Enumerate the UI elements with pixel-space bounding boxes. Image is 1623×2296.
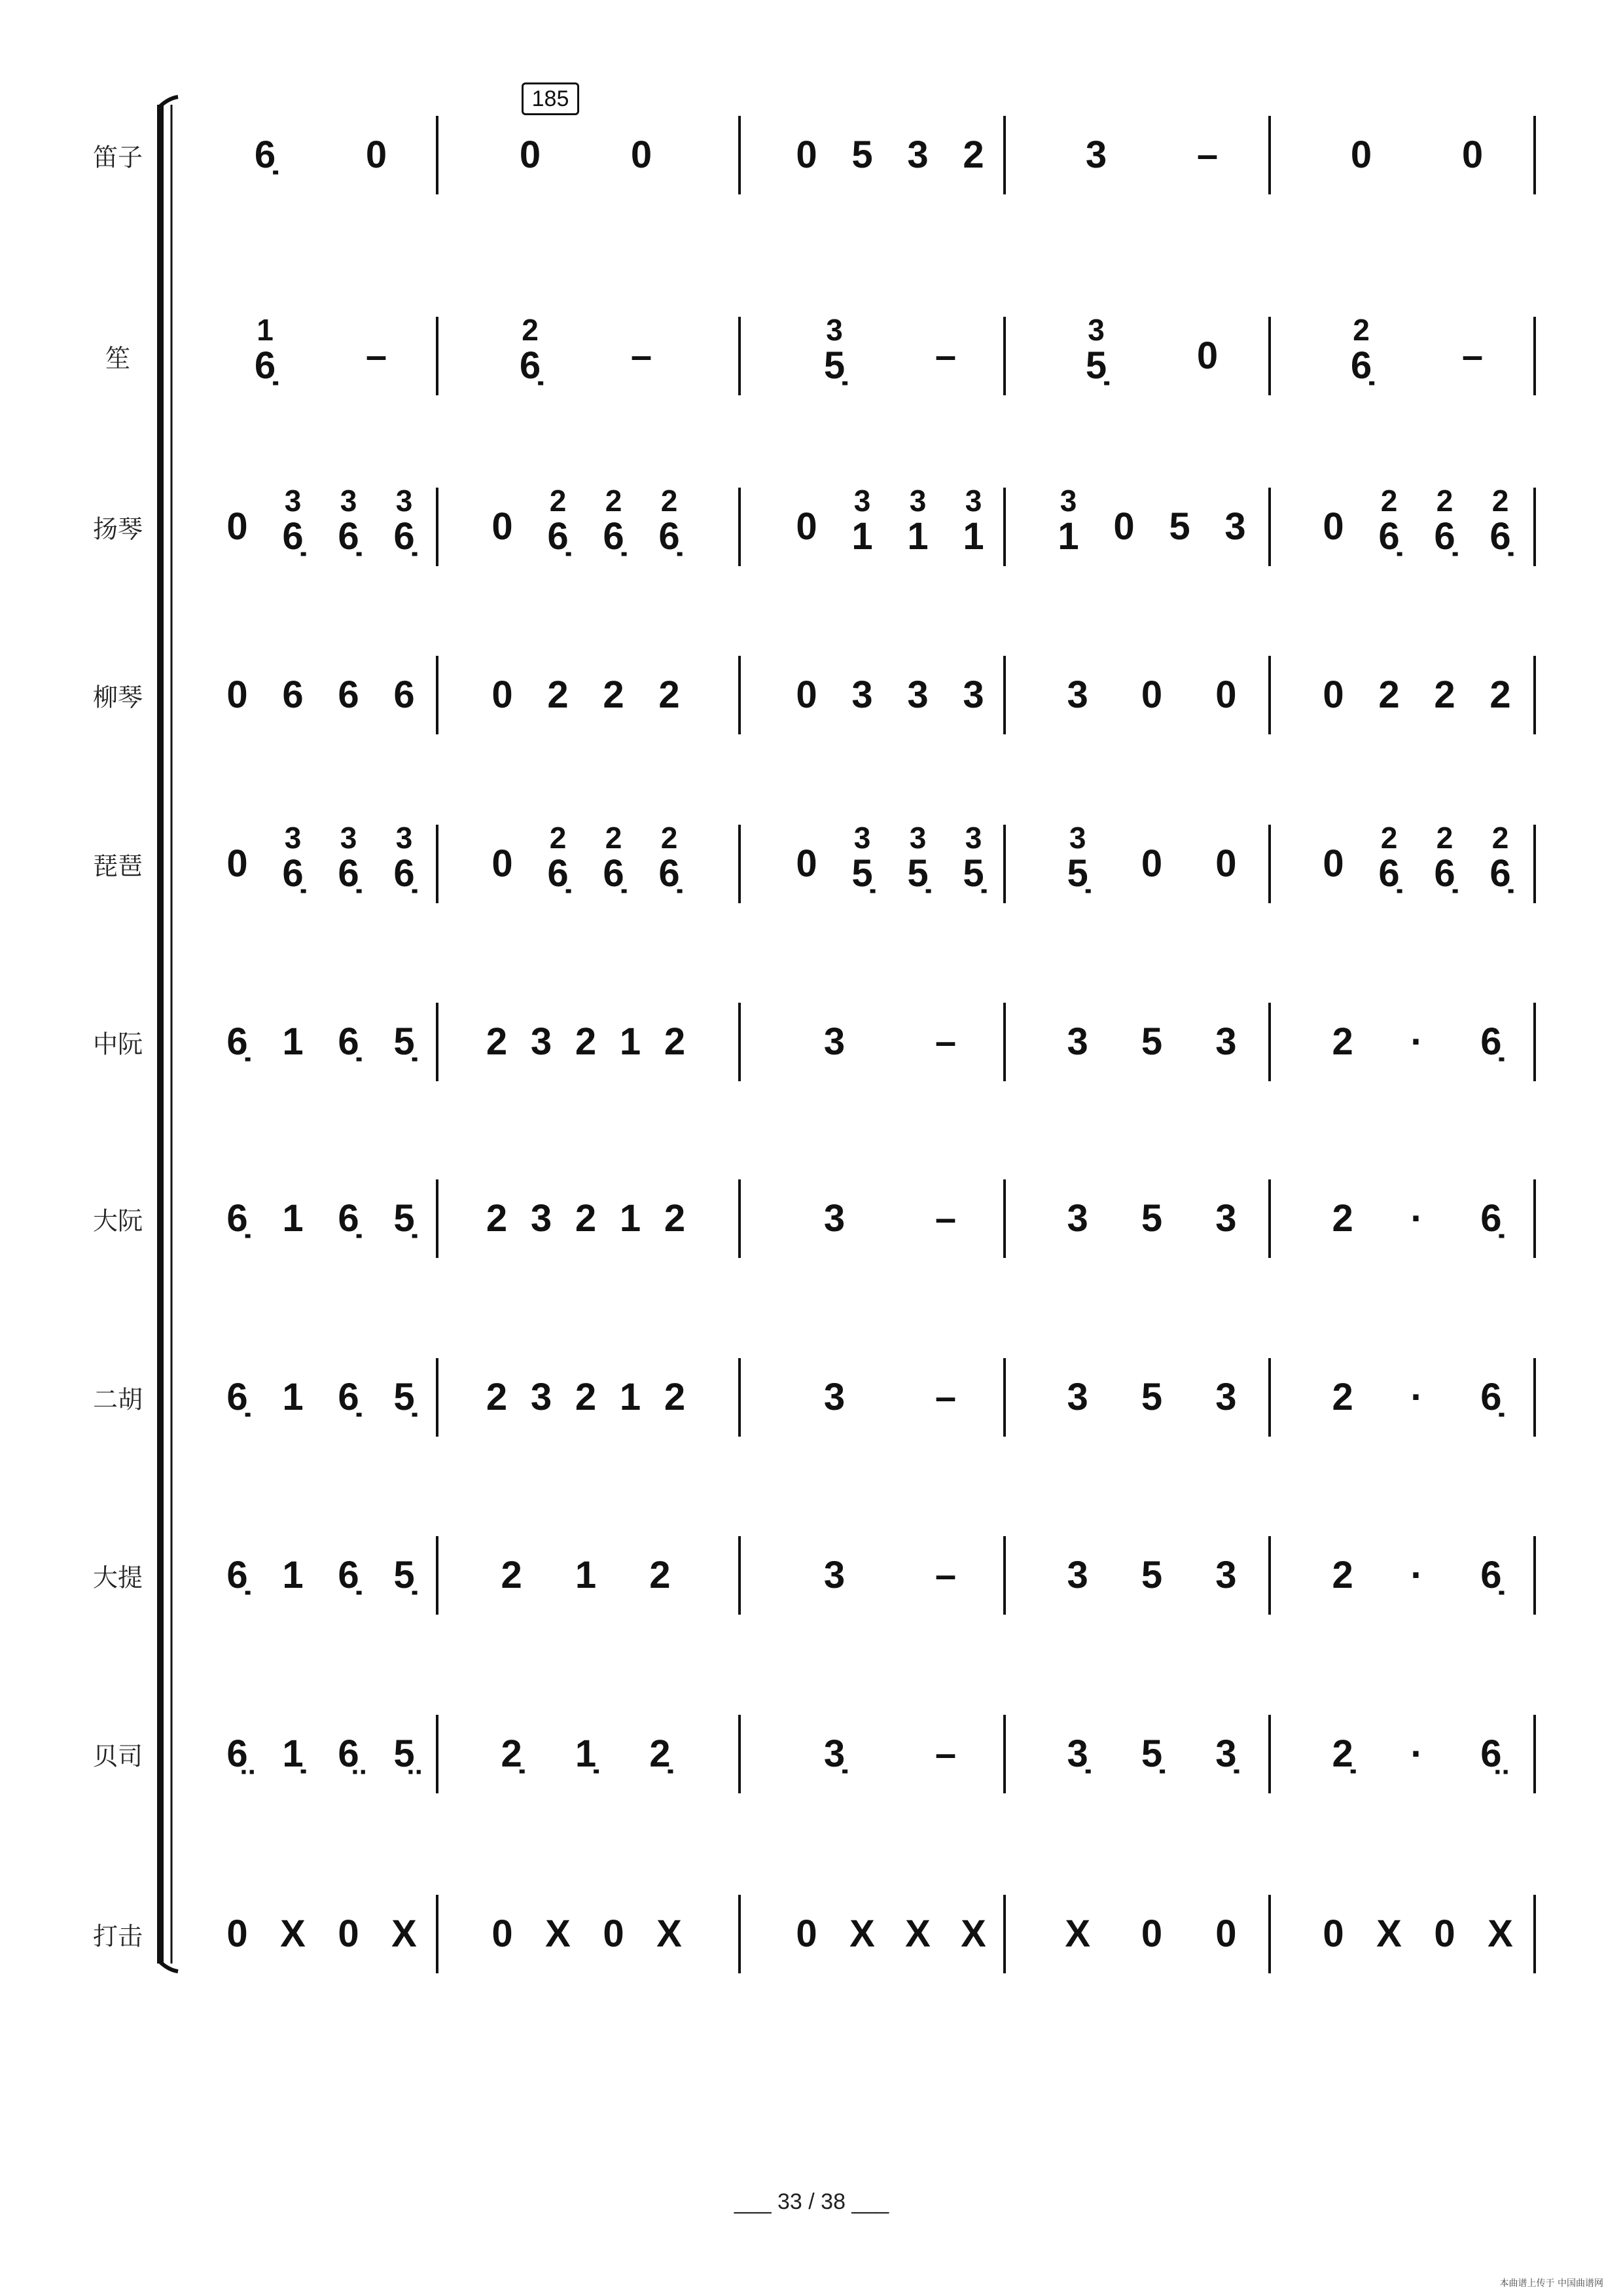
- note: 3: [530, 1197, 552, 1240]
- note: –: [365, 334, 387, 377]
- rehearsal-mark: 185: [522, 82, 579, 115]
- note: 3: [851, 673, 873, 716]
- note: 2: [486, 1376, 508, 1418]
- note: ·: [1410, 1197, 1423, 1240]
- instrument-label: 中阮: [92, 1030, 143, 1059]
- instrument-label: 扬琴: [92, 514, 143, 544]
- note: X: [391, 1912, 417, 1955]
- note: 6: [338, 673, 359, 716]
- note: 6̣: [338, 1020, 359, 1063]
- note: 3: [823, 1197, 846, 1240]
- note: 2: [501, 1554, 522, 1596]
- note: 3: [1067, 673, 1088, 716]
- chord-upper-note: 2: [1380, 821, 1398, 855]
- note: X: [849, 1912, 875, 1955]
- note: 5̤: [393, 1732, 415, 1775]
- note: 0: [796, 1912, 817, 1955]
- chord-upper-note: 2: [1436, 821, 1454, 855]
- note: 2: [486, 1020, 508, 1063]
- watermark: 本曲谱上传于 中国曲谱网: [1499, 2278, 1603, 2289]
- note: 0: [1196, 334, 1219, 377]
- note: 6̣: [1480, 1020, 1502, 1063]
- note: ·: [1410, 1020, 1423, 1063]
- chord-upper-note: 2: [1380, 484, 1398, 518]
- note: X: [905, 1912, 931, 1955]
- note: –: [935, 1732, 957, 1775]
- chord-lower-note: 6̣: [603, 852, 624, 895]
- note: 0: [226, 1912, 248, 1955]
- instrument-label: 柳琴: [92, 683, 143, 712]
- note: 0: [491, 1912, 513, 1955]
- note: –: [935, 1376, 957, 1418]
- instrument-label: 贝司: [92, 1742, 143, 1771]
- note: 1: [282, 1554, 304, 1596]
- chord-upper-note: 3: [395, 484, 413, 518]
- note: 5̣: [393, 1197, 415, 1240]
- note: 6̣: [338, 1197, 359, 1240]
- chord-upper-note: 2: [605, 484, 622, 518]
- note: X: [280, 1912, 306, 1955]
- note: 0: [1434, 1912, 1455, 1955]
- note: X: [1376, 1912, 1402, 1955]
- note: 2: [649, 1554, 671, 1596]
- note: 5̣: [393, 1376, 415, 1418]
- note: X: [961, 1912, 986, 1955]
- note: 0: [1215, 842, 1237, 885]
- chord-lower-note: 1: [1058, 515, 1079, 558]
- note: 0: [796, 673, 817, 716]
- chord-lower-note: 6̣: [1378, 852, 1400, 895]
- note: 3̣: [1215, 1732, 1237, 1775]
- instrument-label: 二胡: [92, 1385, 143, 1414]
- note: 6̣: [226, 1197, 248, 1240]
- note: 2: [658, 673, 680, 716]
- chord-upper-note: 3: [853, 484, 871, 518]
- note: X: [656, 1912, 682, 1955]
- note: 6̣: [254, 134, 276, 176]
- note: –: [935, 1020, 957, 1063]
- note: ·: [1410, 1732, 1423, 1775]
- note: 3: [1215, 1197, 1237, 1240]
- note: 1: [282, 1376, 304, 1418]
- chord-upper-note: 2: [1436, 484, 1454, 518]
- note: 1: [619, 1197, 641, 1240]
- instrument-label: 打击: [92, 1922, 143, 1951]
- chord-lower-note: 6̣: [393, 515, 415, 558]
- chord-lower-note: 6̣: [282, 515, 304, 558]
- note: 6: [393, 673, 415, 716]
- note: 0: [1141, 842, 1163, 885]
- chord-lower-note: 5̣: [907, 852, 929, 895]
- note: 0: [630, 134, 652, 176]
- note: 2: [1489, 673, 1511, 716]
- instrument-label: 笙: [105, 344, 130, 373]
- note: –: [1196, 134, 1219, 176]
- note: 2: [1332, 1020, 1353, 1063]
- note: 1: [575, 1554, 597, 1596]
- chord-upper-note: 3: [340, 484, 357, 518]
- chord-upper-note: 2: [605, 821, 622, 855]
- note: ·: [1410, 1376, 1423, 1418]
- note: –: [1461, 334, 1484, 377]
- note: 0: [519, 134, 541, 176]
- note: 3̣: [1067, 1732, 1088, 1775]
- chord-lower-note: 5̣: [1067, 852, 1088, 895]
- note: 5: [1141, 1376, 1163, 1418]
- note: 2: [486, 1197, 508, 1240]
- note: 5: [851, 134, 873, 176]
- note: 3: [1067, 1554, 1088, 1596]
- note: 2: [664, 1197, 686, 1240]
- note: 0: [365, 134, 387, 176]
- note: 0: [796, 842, 817, 885]
- note: 3̣: [823, 1732, 846, 1775]
- note: 3: [530, 1376, 552, 1418]
- note: 6: [282, 673, 304, 716]
- chord-lower-note: 5̣: [963, 852, 984, 895]
- chord-upper-note: 3: [909, 484, 927, 518]
- note: 2̣: [649, 1732, 671, 1775]
- chord-lower-note: 6̣: [282, 852, 304, 895]
- note: 0: [1461, 134, 1484, 176]
- note: 3: [823, 1554, 846, 1596]
- note: 0: [1215, 1912, 1237, 1955]
- chord-upper-note: 3: [340, 821, 357, 855]
- note: X: [1065, 1912, 1090, 1955]
- chord-lower-note: 6̣: [1434, 852, 1455, 895]
- note: 0: [491, 505, 513, 548]
- instrument-label: 大提: [92, 1563, 143, 1592]
- instrument-label: 笛子: [92, 143, 143, 172]
- chord-lower-note: 5̣: [1085, 344, 1107, 387]
- note: 1̣: [575, 1732, 597, 1775]
- note: 2: [1332, 1376, 1353, 1418]
- note: 3: [1085, 134, 1107, 176]
- note: 1: [619, 1376, 641, 1418]
- note: 0: [1141, 673, 1163, 716]
- page-number: ___ 33 / 38 ___: [734, 2189, 889, 2214]
- note: 0: [226, 673, 248, 716]
- note: 3: [823, 1020, 846, 1063]
- chord-lower-note: 1: [851, 515, 873, 558]
- note: 3: [1067, 1376, 1088, 1418]
- chord-upper-note: 3: [284, 484, 302, 518]
- note: 0: [1323, 842, 1344, 885]
- chord-upper-note: 3: [853, 821, 871, 855]
- note: 3: [1215, 1020, 1237, 1063]
- note: 3: [1215, 1554, 1237, 1596]
- note: 0: [796, 505, 817, 548]
- note: –: [935, 1197, 957, 1240]
- chord-lower-note: 6̣: [393, 852, 415, 895]
- note: 0: [1323, 673, 1344, 716]
- note: 6̣: [226, 1020, 248, 1063]
- note: –: [935, 334, 957, 377]
- note: 2: [603, 673, 624, 716]
- note: 5̣: [1141, 1732, 1163, 1775]
- note: 3: [823, 1376, 846, 1418]
- note: 3: [1067, 1020, 1088, 1063]
- note: 0: [1215, 673, 1237, 716]
- note: 6̣: [226, 1554, 248, 1596]
- note: ·: [1410, 1554, 1423, 1596]
- note: 2: [1434, 673, 1455, 716]
- note: –: [935, 1554, 957, 1596]
- chord-upper-note: 2: [1353, 313, 1370, 347]
- chord-upper-note: 3: [284, 821, 302, 855]
- note: 0: [491, 842, 513, 885]
- note: X: [545, 1912, 571, 1955]
- chord-lower-note: 6̣: [1489, 852, 1511, 895]
- chord-lower-note: 6̣: [338, 852, 359, 895]
- note: 5̣: [393, 1554, 415, 1596]
- note: 3: [963, 673, 984, 716]
- chord-upper-note: 2: [1491, 821, 1509, 855]
- chord-lower-note: 6̣: [1434, 515, 1455, 558]
- note: 0: [1113, 505, 1135, 548]
- chord-lower-note: 6̣: [1350, 344, 1372, 387]
- chord-lower-note: 5̣: [823, 344, 846, 387]
- note: –: [630, 334, 652, 377]
- note: 0: [1350, 134, 1372, 176]
- note: 2: [547, 673, 569, 716]
- chord-lower-note: 6̣: [1489, 515, 1511, 558]
- chord-upper-note: 1: [257, 313, 274, 347]
- note: 1: [619, 1020, 641, 1063]
- chord-upper-note: 3: [1069, 821, 1086, 855]
- note: 6̣: [1480, 1197, 1502, 1240]
- note: 2: [664, 1376, 686, 1418]
- chord-lower-note: 6̣: [658, 515, 680, 558]
- note: 3: [1215, 1376, 1237, 1418]
- note: 6̣: [1480, 1554, 1502, 1596]
- note: 5: [1141, 1554, 1163, 1596]
- chord-upper-note: 3: [965, 484, 982, 518]
- chord-lower-note: 1: [907, 515, 929, 558]
- note: 6̤: [226, 1732, 248, 1775]
- chord-upper-note: 2: [549, 484, 567, 518]
- chord-upper-note: 3: [909, 821, 927, 855]
- chord-lower-note: 6̣: [658, 852, 680, 895]
- note: 3: [530, 1020, 552, 1063]
- chord-upper-note: 2: [660, 821, 678, 855]
- note: 1: [282, 1020, 304, 1063]
- chord-lower-note: 5̣: [851, 852, 873, 895]
- chord-upper-note: 2: [1491, 484, 1509, 518]
- chord-lower-note: 6̣: [547, 852, 569, 895]
- note: 2: [575, 1020, 597, 1063]
- chord-upper-note: 2: [522, 313, 539, 347]
- note: 3: [1067, 1197, 1088, 1240]
- chord-lower-note: 6̣: [603, 515, 624, 558]
- note: 5: [1141, 1020, 1163, 1063]
- note: 0: [226, 505, 248, 548]
- note: 1̣: [282, 1732, 304, 1775]
- instrument-label: 琵琶: [92, 852, 143, 881]
- instrument-label: 大阮: [92, 1206, 143, 1236]
- chord-lower-note: 6̣: [519, 344, 541, 387]
- chord-upper-note: 2: [549, 821, 567, 855]
- note: 2: [1378, 673, 1400, 716]
- note: 2̣: [501, 1732, 522, 1775]
- chord-lower-note: 6̣: [1378, 515, 1400, 558]
- note: 6̣: [338, 1376, 359, 1418]
- note: 2: [1332, 1197, 1353, 1240]
- note: 0: [226, 842, 248, 885]
- note: 6̣: [1480, 1376, 1502, 1418]
- note: 2̣: [1332, 1732, 1353, 1775]
- note: 0: [491, 673, 513, 716]
- chord-lower-note: 6̣: [254, 344, 276, 387]
- note: 0: [1323, 505, 1344, 548]
- note: 0: [1141, 1912, 1163, 1955]
- chord-lower-note: 6̣: [547, 515, 569, 558]
- note: 6̣: [338, 1554, 359, 1596]
- note: 3: [907, 134, 929, 176]
- chord-upper-note: 2: [660, 484, 678, 518]
- note: 0: [603, 1912, 624, 1955]
- note: 5̣: [393, 1020, 415, 1063]
- note: 2: [1332, 1554, 1353, 1596]
- chord-upper-note: 3: [395, 821, 413, 855]
- note: 5: [1169, 505, 1190, 548]
- chord-upper-note: 3: [1060, 484, 1077, 518]
- note: 0: [796, 134, 817, 176]
- note: 2: [963, 134, 984, 176]
- chord-upper-note: 3: [826, 313, 843, 347]
- note: 1: [282, 1197, 304, 1240]
- note: 0: [1323, 1912, 1344, 1955]
- chord-lower-note: 1: [963, 515, 984, 558]
- note: 2: [575, 1197, 597, 1240]
- note: 6̤: [338, 1732, 359, 1775]
- note: 6̣: [226, 1376, 248, 1418]
- chord-upper-note: 3: [1088, 313, 1105, 347]
- note: X: [1488, 1912, 1513, 1955]
- note: 0: [338, 1912, 359, 1955]
- chord-upper-note: 3: [965, 821, 982, 855]
- note: 2: [664, 1020, 686, 1063]
- note: 2: [575, 1376, 597, 1418]
- note: 5: [1141, 1197, 1163, 1240]
- note: 3: [907, 673, 929, 716]
- note: 6̤: [1480, 1732, 1502, 1775]
- chord-lower-note: 6̣: [338, 515, 359, 558]
- note: 3: [1224, 505, 1246, 548]
